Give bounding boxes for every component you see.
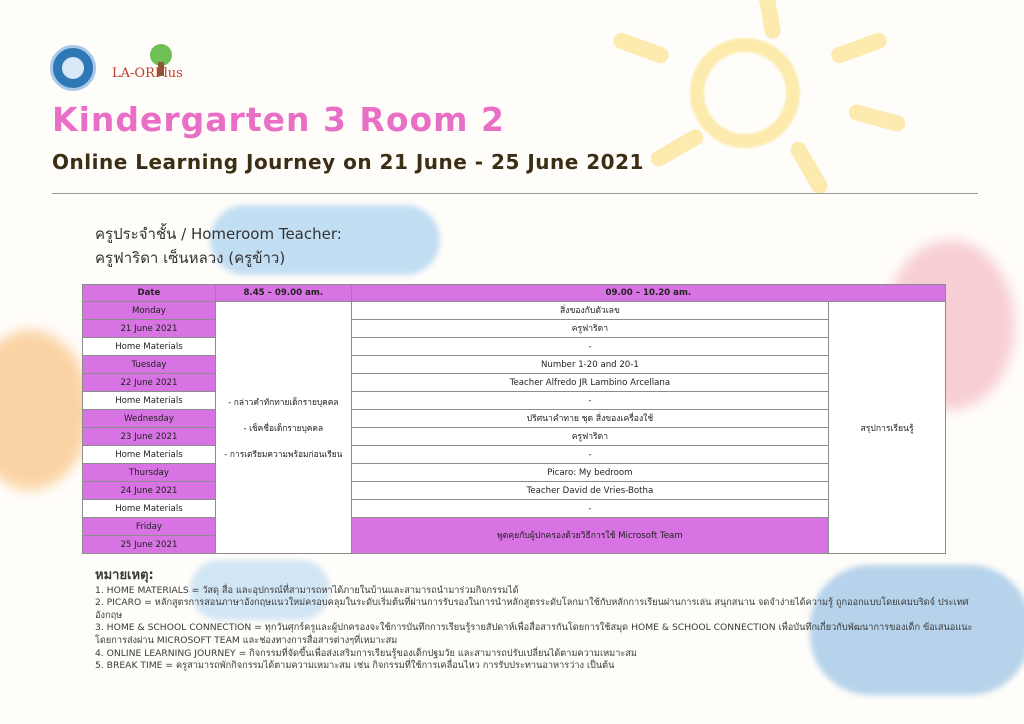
morning-item: - การเตรียมความพร้อมก่อนเรียน xyxy=(224,448,343,459)
morning-routine-cell xyxy=(215,302,351,554)
date-friday: 25 June 2021 xyxy=(83,536,216,554)
page-title: Kindergarten 3 Room 2 xyxy=(52,100,505,139)
teacher-tuesday: Teacher Alfredo JR Lambino Arcellana xyxy=(351,374,828,392)
header-morning: 8.45 – 09.00 am. xyxy=(215,285,351,302)
watercolor-orange-blob xyxy=(0,330,90,490)
date-monday: 21 June 2021 xyxy=(83,320,216,338)
divider xyxy=(52,193,978,194)
teacher-monday: ครูฟาริดา xyxy=(351,320,828,338)
date-wednesday: 23 June 2021 xyxy=(83,428,216,446)
la-or-plus-logo xyxy=(112,44,202,94)
home-materials-wednesday: - xyxy=(351,446,828,464)
home-materials-label: Home Materials xyxy=(83,338,216,356)
summary-cell: สรุปการเรียนรู้ xyxy=(829,302,946,554)
teacher-name: ครูฟาริดา เซ็นหลวง (ครูข้าว) xyxy=(95,249,286,267)
date-thursday: 24 June 2021 xyxy=(83,482,216,500)
morning-item: - กล่าวคำทักทายเด็กรายบุคคล xyxy=(228,396,339,407)
day-label-thursday: Thursday xyxy=(83,464,216,482)
teacher-thursday: Teacher David de Vries-Botha xyxy=(351,482,828,500)
home-materials-monday: - xyxy=(351,338,828,356)
day-label-wednesday: Wednesday xyxy=(83,410,216,428)
activity-wednesday: ปริศนาคำทาย ชุด สิ่งของเครื่องใช้ xyxy=(351,410,828,428)
schedule-table xyxy=(82,284,946,554)
notes-heading: หมายเหตุ: xyxy=(95,568,154,583)
note-item: 2. PICARO = หลักสูตรการสอนภาษาอังกฤษแนวใหม่ครอบคลุมในระดับเริ่มต้นที่ผ่านการรับรองในการนำหลักสูตรระดับโลกมาใช้กับหลักการเรียนผ่านการเล่น สนุกสนาน จดจำง่ายได้ความรู้ ถูกออกแบบโดยเคมบริดจ์ ประเทศอังกฤษ xyxy=(95,597,969,621)
activity-tuesday: Number 1-20 and 20-1 xyxy=(351,356,828,374)
header-session: 09.00 – 10.20 am. xyxy=(351,285,945,302)
school-seal-logo xyxy=(50,45,96,91)
home-materials-label: Home Materials xyxy=(83,392,216,410)
date-tuesday: 22 June 2021 xyxy=(83,374,216,392)
note-item: 1. HOME MATERIALS = วัสดุ สื่อ และอุปกรณ์ที่สามารถหาได้ภายในบ้านและสามารถนำมาร่วมกิจกรรมได้ xyxy=(95,584,519,596)
note-item: 3. HOME & SCHOOL CONNECTION = ทุกวันศุกร์ครูและผู้ปกครองจะใช้การบันทึกการเรียนรู้รายสัปดาห์เพื่อสื่อสารกันโดยการใช้สมุด HOME & SCHOOL CONNECTION เพื่อบันทึกเกี่ยวกับพัฒนาการของเด็ก ข้อเสนอแนะ โดยการส่งผ่าน MICROSOFT TEAM และช่องทางการสื่อสารต่างๆที่เหมาะสม xyxy=(95,622,973,646)
page-subtitle: Online Learning Journey on 21 June - 25 June 2021 xyxy=(52,150,644,174)
logo-text: LA-ORPlus xyxy=(112,66,183,81)
day-label-tuesday: Tuesday xyxy=(83,356,216,374)
activity-friday: พูดคุยกับผู้ปกครองด้วยวิธีการใช้ Microsoft Team xyxy=(351,518,828,554)
day-label-monday: Monday xyxy=(83,302,216,320)
home-materials-tuesday: - xyxy=(351,392,828,410)
activity-monday: สิ่งของกับตัวเลข xyxy=(351,302,828,320)
header-date: Date xyxy=(83,285,216,302)
home-materials-label: Home Materials xyxy=(83,446,216,464)
notes-section xyxy=(95,570,975,673)
teacher-wednesday: ครูฟาริดา xyxy=(351,428,828,446)
note-item: 5. BREAK TIME = ครูสามารถพักกิจกรรมได้ตามความเหมาะสม เช่น กิจกรรมที่ใช้การเคลื่อนไหว การรับประทานอาหารว่าง เป็นต้น xyxy=(95,660,615,672)
morning-item: - เช็คชื่อเด็กรายบุคคล xyxy=(243,422,324,433)
teacher-label: ครูประจำชั้น / Homeroom Teacher: xyxy=(95,225,342,243)
homeroom-teacher xyxy=(95,222,342,270)
home-materials-label: Home Materials xyxy=(83,500,216,518)
day-label-friday: Friday xyxy=(83,518,216,536)
activity-thursday: Picaro: My bedroom xyxy=(351,464,828,482)
home-materials-thursday: - xyxy=(351,500,828,518)
note-item: 4. ONLINE LEARNING JOURNEY = กิจกรรมที่จัดขึ้นเพื่อส่งเสริมการเรียนรู้ของเด็กปฐมวัย และสามารถปรับเปลี่ยนได้ตามความเหมาะสม xyxy=(95,647,637,659)
